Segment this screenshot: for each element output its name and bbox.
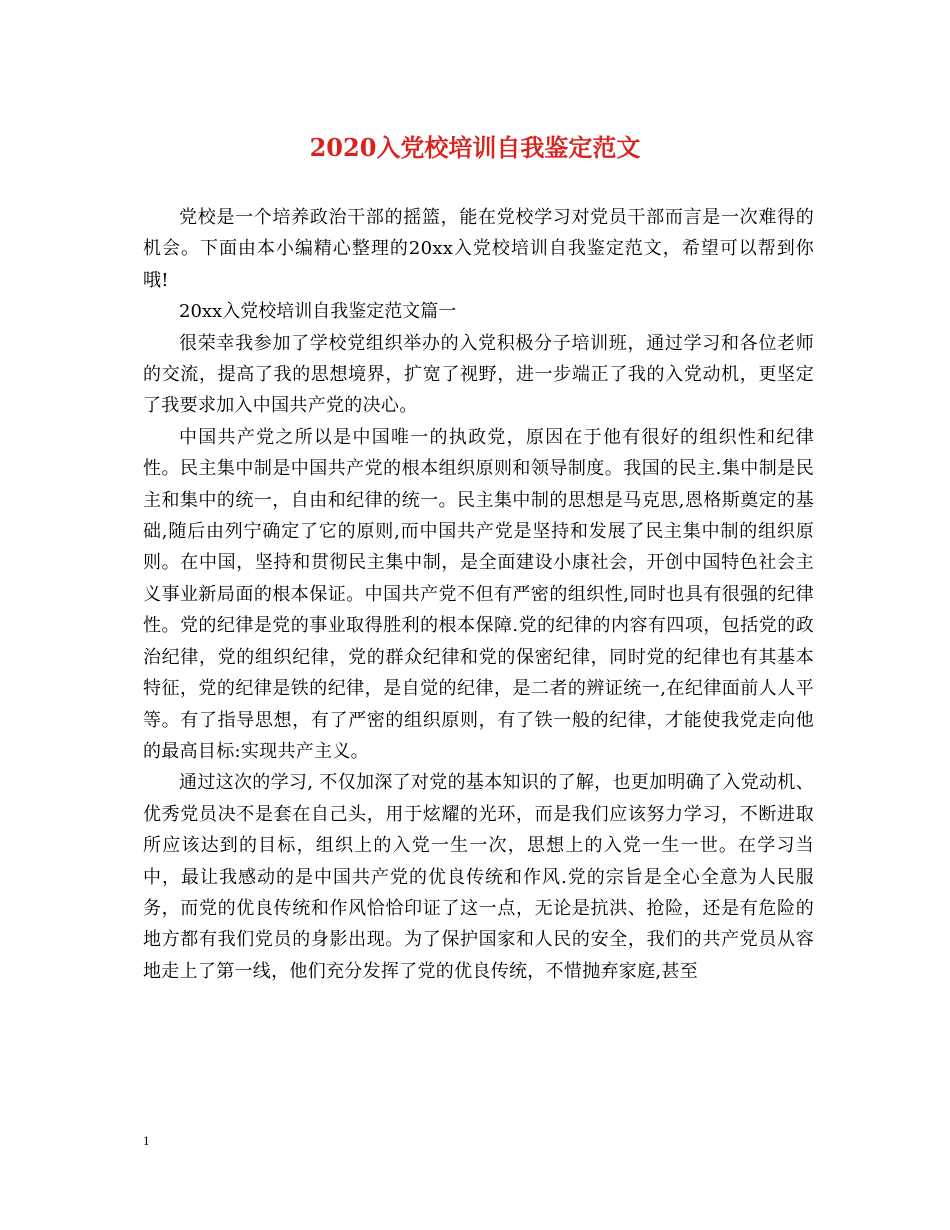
body-paragraph: 通过这次的学习, 不仅加深了对党的基本知识的了解，也更加明确了入党动机、优秀党员决不是套在自己头，用于炫耀的光环，而是我们应该努力学习，不断进取所应该达到的目标，组织上的入党一生一次，思想上的入党一生一世。在学习当中，最让我感动的是中国共产党的优良传统和作风.党的宗旨是全心全意为人民服务，而党的优良传统和作风恰恰印证了这一点，无论是抗洪、抢险，还是有危险的地方都有我们党员的身影出现。为了保护国家和人民的安全，我们的共产党员从容地走上了第一线，他们充分发挥了党的优良传统，不惜抛弃家庭,甚至 [143,772,814,982]
intro-paragraph: 党校是一个培养政治干部的摇篮，能在党校学习对党员干部而言是一次难得的机会。下面由本小编精心整理的20xx入党校培训自我鉴定范文，希望可以帮到你哦! [143,207,814,291]
document-title: 2020入党校培训自我鉴定范文 [309,133,641,162]
body-paragraph: 中国共产党之所以是中国唯一的执政党，原因在于他有很好的组织性和纪律性。民主集中制是中国共产党的根本组织原则和领导制度。我国的民主.集中制是民主和集中的统一，自由和纪律的统一。民主集中制的思想是马克思,恩格斯奠定的基础,随后由列宁确定了它的原则,而中国共产党是坚持和发展了民主集中制的组织原则。在中国，坚持和贯彻民主集中制，是全面建设小康社会，开创中国特色社会主义事业新局面的根本保证。中国共产党不但有严密的组织性,同时也具有很强的纪律性。党的纪律是党的事业取得胜利的根本保障.党的纪律的内容有四项，包括党的政治纪律，党的组织纪律，党的群众纪律和党的保密纪律，同时党的纪律也有其基本特征，党的纪律是铁的纪律，是自觉的纪律，是二者的辨证统一,在纪律面前人人平等。有了指导思想，有了严密的组织原则，有了铁一般的纪律，才能使我党走向他的最高目标:实现共产主义。 [143,426,814,762]
section-heading: 20xx入党校培训自我鉴定范文篇一 [179,301,457,323]
document-body [143,202,814,987]
body-paragraph: 很荣幸我参加了学校党组织举办的入党积极分子培训班，通过学习和各位老师的交流，提高了我的思想境界，扩宽了视野，进一步端正了我的入党动机，更坚定了我要求加入中国共产党的决心。 [143,332,814,417]
page-number: 1 [143,1133,150,1148]
